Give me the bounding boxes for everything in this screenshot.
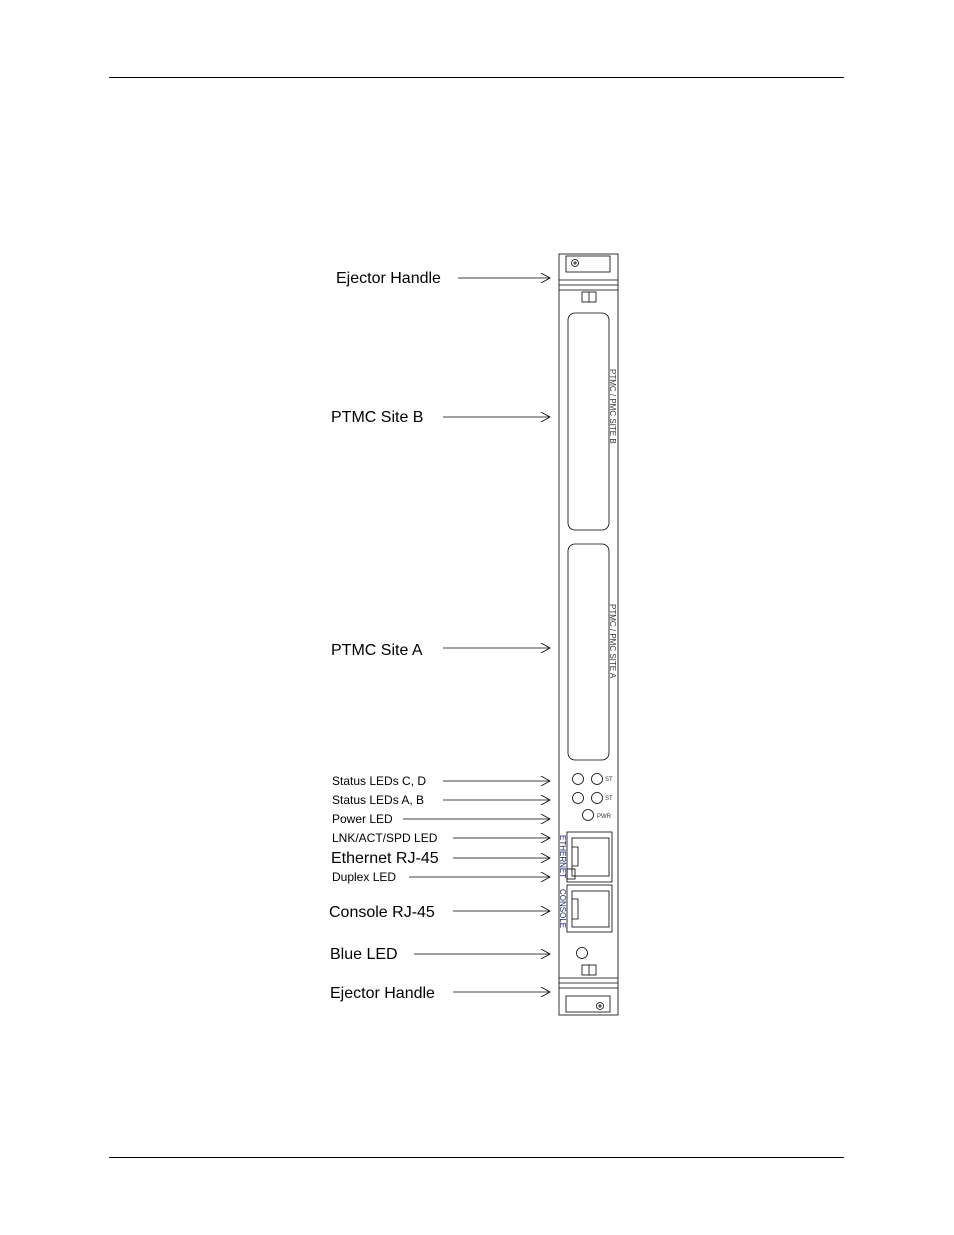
panel-text-console: CONSOLE xyxy=(558,889,567,929)
panel-text-site-a: PTMC / PMC SITE A xyxy=(608,604,617,679)
label-ejector-handle-bottom: Ejector Handle xyxy=(330,985,435,1002)
label-status-leds-cd: Status LEDs C, D xyxy=(332,774,427,788)
label-console-rj45: Console RJ-45 xyxy=(329,904,435,921)
panel-text-st-cd: ST xyxy=(605,777,613,783)
label-lnk-act-spd-led: LNK/ACT/SPD LED xyxy=(332,831,438,845)
panel-text-st-ab: ST xyxy=(605,796,613,802)
panel-text-pwr: PWR xyxy=(597,814,611,820)
label-status-leds-ab: Status LEDs A, B xyxy=(332,793,425,807)
label-duplex-led: Duplex LED xyxy=(332,870,397,884)
panel-text-site-b: PTMC / PMC SITE B xyxy=(608,369,617,444)
label-ejector-handle-top: Ejector Handle xyxy=(336,270,441,287)
panel-text-ethernet: ETHERNET xyxy=(558,835,567,879)
label-blue-led: Blue LED xyxy=(330,946,398,963)
label-power-led: Power LED xyxy=(332,812,393,826)
label-ptmc-site-a: PTMC Site A xyxy=(331,642,423,659)
label-ptmc-site-b: PTMC Site B xyxy=(331,409,424,426)
label-ethernet-rj45: Ethernet RJ-45 xyxy=(331,850,439,867)
